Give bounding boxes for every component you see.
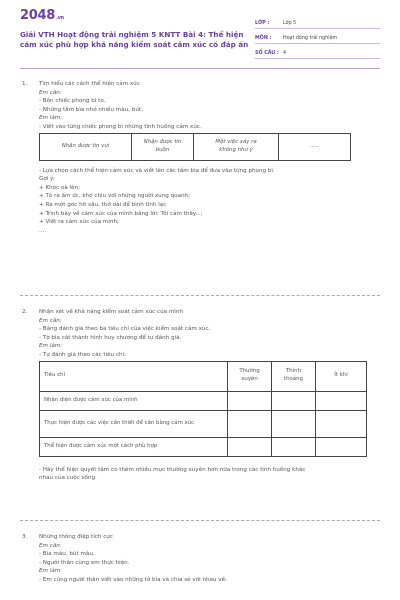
question-number: 3. [22, 534, 28, 540]
table-header: Thỉnh thoảng [272, 361, 316, 391]
question-heading: Nhận xét về khả năng kiểm soát cảm xúc của mình [39, 309, 183, 315]
text-line: + Viết ra cảm xúc của mình; [39, 219, 119, 226]
text-line: nhau của cuộc sống. [39, 475, 97, 482]
meta-row-class [255, 14, 380, 29]
text-line: .... [39, 227, 47, 234]
rating-cell[interactable] [316, 410, 367, 437]
rating-cell[interactable] [228, 391, 272, 410]
question-number: 1. [22, 81, 28, 87]
suggestions [39, 167, 377, 236]
text-line: - Người thân cùng em thực hiện. [39, 559, 130, 566]
logo-text: 2048 [20, 8, 55, 23]
question-content [39, 308, 377, 483]
table-cell: ..... [279, 133, 351, 160]
table-header: Ít khi [316, 361, 367, 391]
page-title: Giải VTH Hoạt động trải nghiệm 5 KNTT Bài 4: Thể hiện cảm xúc phù hợp khả năng kiểm soát cảm xúc có đáp án [20, 30, 249, 49]
meta-row-subject [255, 29, 380, 44]
meta-value: Lớp 5 [283, 21, 297, 26]
text-line: - Tự đánh giá theo các tiêu chí: [39, 351, 127, 358]
table-row [40, 437, 367, 456]
meta-info [255, 14, 380, 59]
text-line: + Tỏ ra ấm ức, khó chịu với những người xung quanh; [39, 193, 191, 200]
text-line: + Ra một góc hít sâu, thở dài để bình tĩnh lại; [39, 201, 167, 208]
rating-cell[interactable] [272, 437, 316, 456]
table-cell: Một việc xảy ra không như ý [194, 133, 279, 160]
text-line: - Những tấm bìa nhỏ nhiều màu, bút. [39, 106, 143, 113]
rating-cell[interactable] [316, 437, 367, 456]
question-heading: Tìm hiểu các cách thể hiện cảm xúc [39, 81, 140, 87]
meta-value: 4 [283, 51, 287, 56]
header-divider [20, 68, 380, 69]
table-row [40, 410, 367, 437]
logo-suffix: .vn [55, 15, 64, 21]
text-line: - Bảng đánh giá theo ba tiêu chí của việc kiểm soát cảm xúc. [39, 326, 211, 333]
table-cell: Thực hiện được các việc cần thiết để cân bằng cảm xúc [40, 410, 228, 437]
text-line: - Viết vào từng chiếc phong bì những tình huống cảm xúc. [39, 123, 202, 130]
rating-cell[interactable] [316, 391, 367, 410]
table-row [40, 391, 367, 410]
self-assessment-table [39, 361, 367, 457]
table-cell: Thể hiện được cảm xúc một cách phù hợp [40, 437, 228, 456]
meta-key: SỐ CÂU : [255, 51, 279, 56]
section-divider [20, 520, 380, 521]
text-line: Em cần: [39, 317, 62, 324]
table-cell: Nhận được tin vui [40, 133, 132, 160]
question-content [39, 533, 377, 585]
text-line: Em làm: [39, 568, 63, 575]
text-line: Em cần: [39, 89, 62, 96]
table-header: Tiêu chí [40, 361, 228, 391]
table-cell: Nhận diện được cảm xúc của mình [40, 391, 228, 410]
meta-key: MÔN : [255, 36, 272, 41]
text-line: - Em cùng người thân viết vào những tờ bìa và chia sẻ với nhau về: [39, 576, 227, 583]
rating-cell[interactable] [228, 410, 272, 437]
meta-key: LỚP : [255, 21, 270, 26]
closing-note [39, 466, 377, 483]
table-cell: Nhận được tin buồn [132, 133, 194, 160]
rating-cell[interactable] [272, 410, 316, 437]
rating-cell[interactable] [272, 391, 316, 410]
emotion-situations-table [39, 133, 351, 161]
table-header: Thường xuyên [228, 361, 272, 391]
question-number: 2. [22, 309, 28, 315]
rating-cell[interactable] [228, 437, 272, 456]
text-line: - Lựa chọn cách thể hiện cảm xúc và viết lên các tấm bìa để đưa vào từng phong bì. [39, 167, 275, 174]
text-line: - Bìa màu, bút màu. [39, 551, 95, 558]
page-header [0, 0, 400, 68]
section-divider [20, 295, 380, 296]
text-line: Gợi ý: [39, 176, 55, 183]
text-line: Em cần: [39, 542, 62, 549]
question-content [39, 80, 377, 235]
question-heading: Những thông điệp tích cực [39, 534, 113, 540]
text-line: + Trình bày về cảm xúc của mình bằng lời: Tôi cảm thấy...; [39, 210, 203, 217]
meta-row-count [255, 44, 380, 59]
text-line: - Bốn chiếc phong bì to. [39, 98, 106, 105]
text-line: Em làm: [39, 343, 63, 350]
text-line: + Khóc oà lên; [39, 184, 81, 191]
text-line: Em làm: [39, 115, 63, 122]
site-logo[interactable] [20, 8, 64, 23]
text-line: - Tờ bìa cắt thành hình huy chương để tự đánh giá. [39, 334, 182, 341]
text-line: - Hãy thể hiện quyết tâm có thêm nhiều mục thường xuyên hơn nữa trong các tình huống khác [39, 466, 306, 473]
meta-value: Hoạt động trải nghiệm [283, 36, 338, 41]
